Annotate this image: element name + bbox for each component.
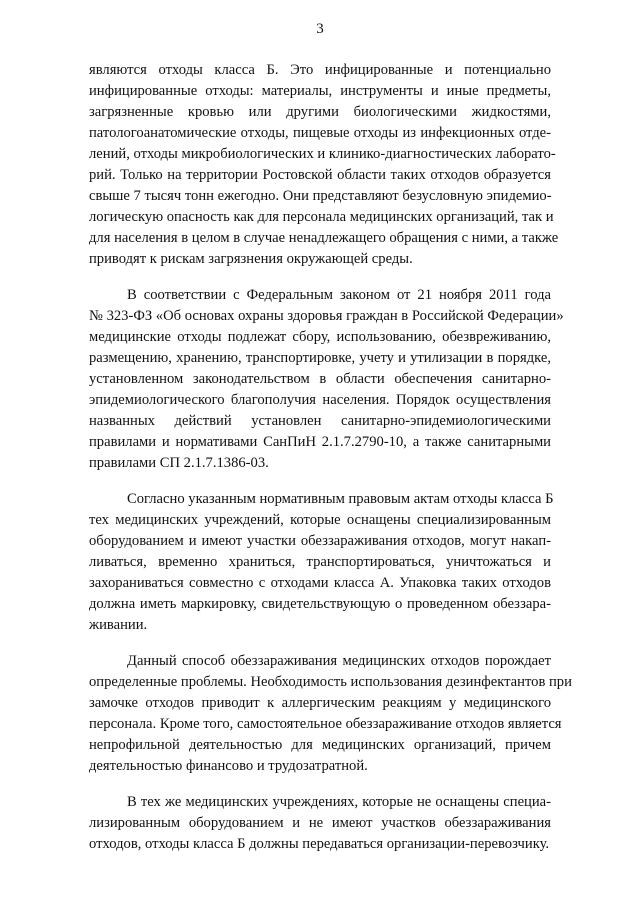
text-line: Данный способ обеззараживания медицинских отходов порождает (127, 653, 551, 669)
text-line: для населения в целом в случае ненадлежащего обращения с ними, а также (89, 230, 559, 246)
paragraph-4 (89, 651, 572, 777)
paragraph-1 (89, 60, 559, 270)
text-line: должна иметь маркировку, свидетельствующую о проведенном обеззара- (89, 596, 551, 612)
text-line: замочке отходов приводит к аллергическим реакциям у медицинского (89, 695, 551, 711)
text-line: приводят к рискам загрязнения окружающей среды. (89, 251, 413, 267)
text-line: загрязненные кровью или другими биологическими жидкостями, (89, 104, 551, 120)
text-line: непрофильной деятельностью для медицинских организаций, причем (89, 737, 551, 753)
text-line: Согласно указанным нормативным правовым актам отходы класса Б (127, 491, 554, 507)
text-line: тех медицинских учреждений, которые оснащены специализированным (89, 512, 551, 528)
text-line: медицинские отходы подлежат сбору, использованию, обезвреживанию, (89, 329, 551, 345)
paragraph-2 (89, 285, 564, 474)
text-line: являются отходы класса Б. Это инфицированные и потенциально (89, 62, 551, 78)
text-line: патологоанатомические отходы, пищевые отходы из инфекционных отде- (89, 125, 551, 141)
text-line: деятельностью финансово и трудозатратной. (89, 758, 368, 774)
text-line: свыше 7 тысяч тонн ежегодно. Они представляют безусловную эпидемио- (89, 188, 552, 204)
text-line: правилами СП 2.1.7.1386-03. (89, 455, 269, 471)
text-line: лений, отходы микробиологических и клинико-диагностических лаборато- (89, 146, 556, 162)
text-line: оборудованием и имеют участки обеззараживания отходов, могут накап- (89, 533, 551, 549)
text-line: инфицированные отходы: материалы, инструменты и иные предметы, (89, 83, 551, 99)
text-line: установленном законодательством в области обеспечения санитарно- (89, 371, 551, 387)
text-line: лизированным оборудованием и не имеют участков обеззараживания (89, 815, 551, 831)
text-line: рий. Только на территории Ростовской области таких отходов образуется (89, 167, 551, 183)
text-line: ливаться, временно храниться, транспортироваться, уничтожаться и (89, 554, 551, 570)
paragraph-5 (89, 792, 551, 855)
text-line: определенные проблемы. Необходимость использования дезинфектантов при (89, 674, 572, 690)
text-line: правилами и нормативами СанПиН 2.1.7.2790-10, а также санитарными (89, 434, 551, 450)
text-line: живании. (89, 617, 148, 633)
text-line: названных действий установлен санитарно-эпидемиологическими (89, 413, 551, 429)
text-line: В соответствии с Федеральным законом от 21 ноября 2011 года (127, 287, 551, 303)
paragraph-3 (89, 489, 554, 636)
document-body (89, 60, 572, 870)
text-line: персонала. Кроме того, самостоятельное обеззараживание отходов является (89, 716, 562, 732)
text-line: размещению, хранению, транспортировке, учету и утилизации в порядке, (89, 350, 551, 366)
text-line: В тех же медицинских учреждениях, которые не оснащены специа- (127, 794, 551, 810)
text-line: захораниваться совместно с отходами класса А. Упаковка таких отходов (89, 575, 551, 591)
text-line: эпидемиологического благополучия населения. Порядок осуществления (89, 392, 551, 408)
text-line: логическую опасность как для персонала медицинских организаций, так и (89, 209, 554, 225)
page-number: 3 (316, 21, 324, 37)
text-line: отходов, отходы класса Б должны передаваться организации-перевозчику. (89, 836, 550, 852)
text-line: № 323-ФЗ «Об основах охраны здоровья граждан в Российской Федерации» (89, 308, 564, 324)
